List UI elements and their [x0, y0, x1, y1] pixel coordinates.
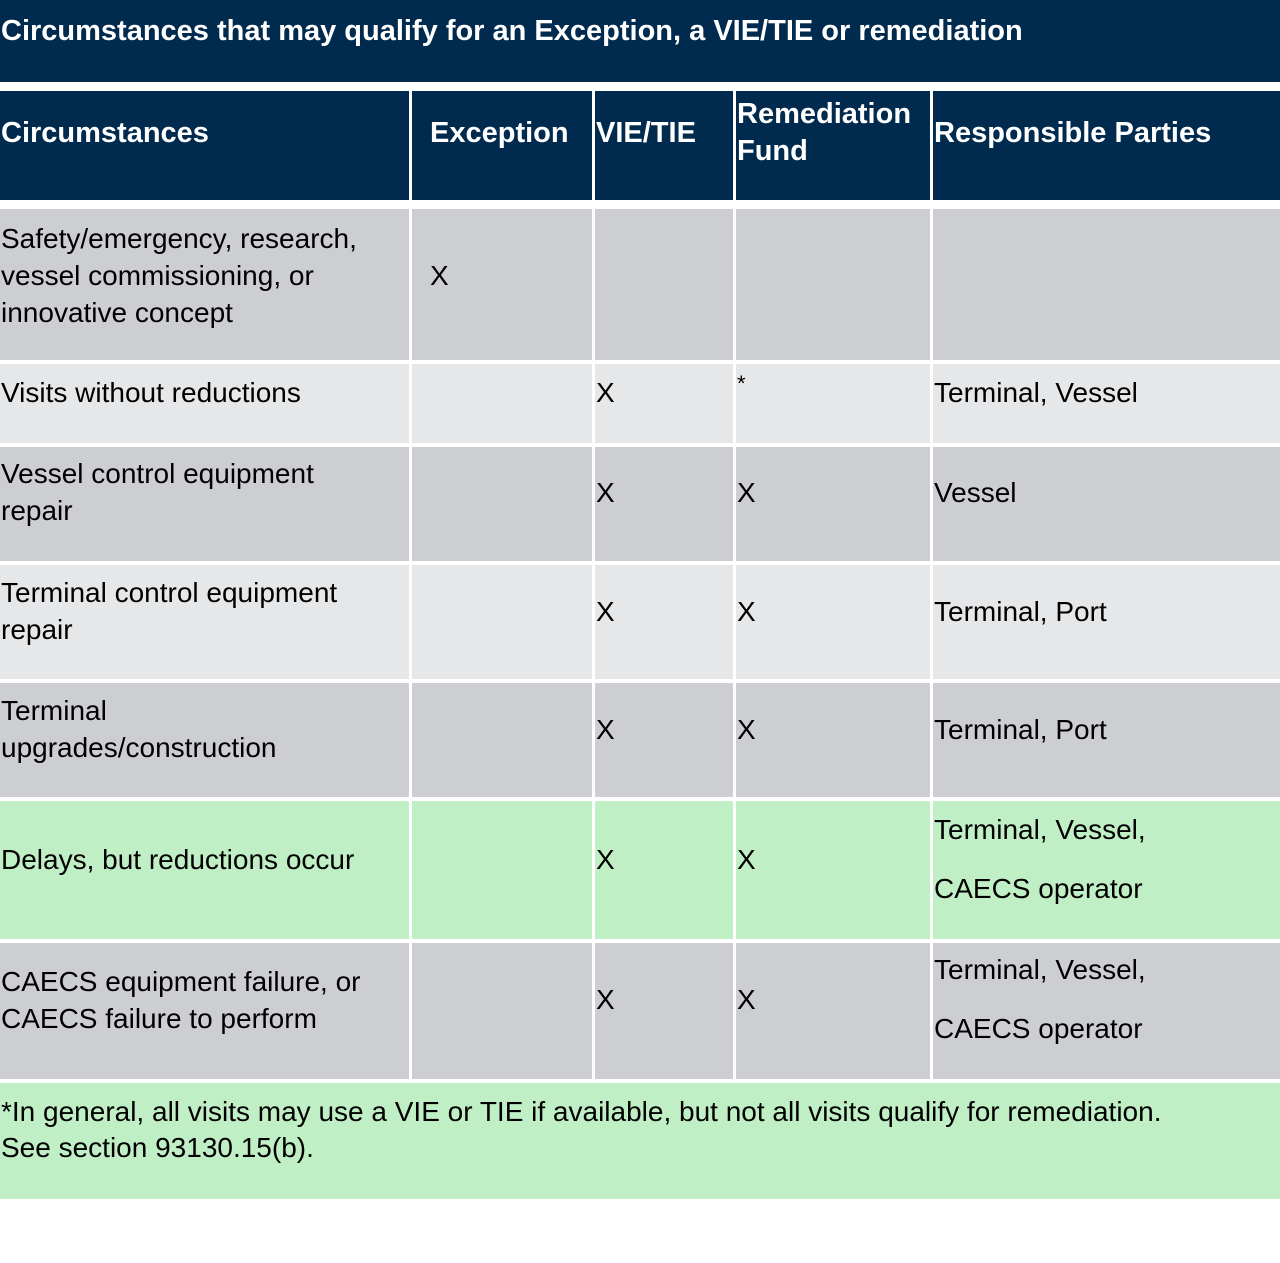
table-row — [0, 447, 1280, 561]
exception-cell — [412, 943, 592, 1079]
table-row — [0, 565, 1280, 679]
header-remediation-fund: Remediation Fund — [736, 91, 930, 200]
vie-tie-cell: X — [595, 683, 733, 797]
exception-cell — [412, 447, 592, 561]
remediation-cell: X — [736, 683, 930, 797]
parties-line: Terminal, Vessel, — [934, 814, 1146, 845]
parties-cell — [933, 209, 1280, 360]
remediation-cell: X — [736, 943, 930, 1079]
parties-line: CAECS operator — [934, 1013, 1143, 1044]
parties-cell: Terminal, Port — [933, 565, 1280, 679]
vie-tie-cell: X — [595, 364, 733, 443]
vie-tie-cell: X — [595, 943, 733, 1079]
circumstance-cell: Delays, but reductions occur — [0, 801, 409, 939]
parties-cell: Terminal, Vessel — [933, 364, 1280, 443]
circumstance-cell: Terminal control equipment repair — [0, 565, 409, 679]
table-row — [0, 209, 1280, 360]
table-title: Circumstances that may qualify for an Exception, a VIE/TIE or remediation — [0, 0, 1280, 82]
remediation-cell: X — [736, 447, 930, 561]
remediation-cell: X — [736, 801, 930, 939]
parties-line: Terminal, Vessel, — [934, 954, 1146, 985]
parties-line: CAECS operator — [934, 873, 1143, 904]
header-exception: Exception — [412, 91, 592, 200]
parties-cell: Vessel — [933, 447, 1280, 561]
exception-cell — [412, 683, 592, 797]
exception-cell — [412, 565, 592, 679]
parties-cell — [933, 943, 1280, 1079]
circumstance-cell: Visits without reductions — [0, 364, 409, 443]
parties-cell: Terminal, Port — [933, 683, 1280, 797]
circumstance-cell: Terminal upgrades/construction — [0, 683, 409, 797]
footnote: *In general, all visits may use a VIE or TIE if available, but not all visits qualify for remediation. See section 93130.15(b). — [0, 1083, 1280, 1199]
remediation-cell: X — [736, 565, 930, 679]
table-row — [0, 943, 1280, 1079]
table-header-row — [0, 91, 1280, 200]
table-row — [0, 683, 1280, 797]
header-responsible-parties: Responsible Parties — [933, 91, 1280, 200]
exception-cell — [412, 801, 592, 939]
vie-tie-cell: X — [595, 801, 733, 939]
exception-cell — [412, 364, 592, 443]
header-circumstances: Circumstances — [0, 91, 409, 200]
header-vie-tie: VIE/TIE — [595, 91, 733, 200]
remediation-cell — [736, 209, 930, 360]
vie-tie-cell — [595, 209, 733, 360]
exception-cell: X — [412, 209, 592, 360]
circumstance-cell: Vessel control equipment repair — [0, 447, 409, 561]
circumstance-cell: CAECS equipment failure, or CAECS failure to perform — [0, 943, 409, 1079]
table-row — [0, 801, 1280, 939]
vie-tie-cell: X — [595, 447, 733, 561]
circumstance-cell: Safety/emergency, research, vessel commissioning, or innovative concept — [0, 209, 409, 360]
parties-cell — [933, 801, 1280, 939]
remediation-asterisk-cell: * — [736, 364, 930, 443]
table-row — [0, 364, 1280, 443]
vie-tie-cell: X — [595, 565, 733, 679]
